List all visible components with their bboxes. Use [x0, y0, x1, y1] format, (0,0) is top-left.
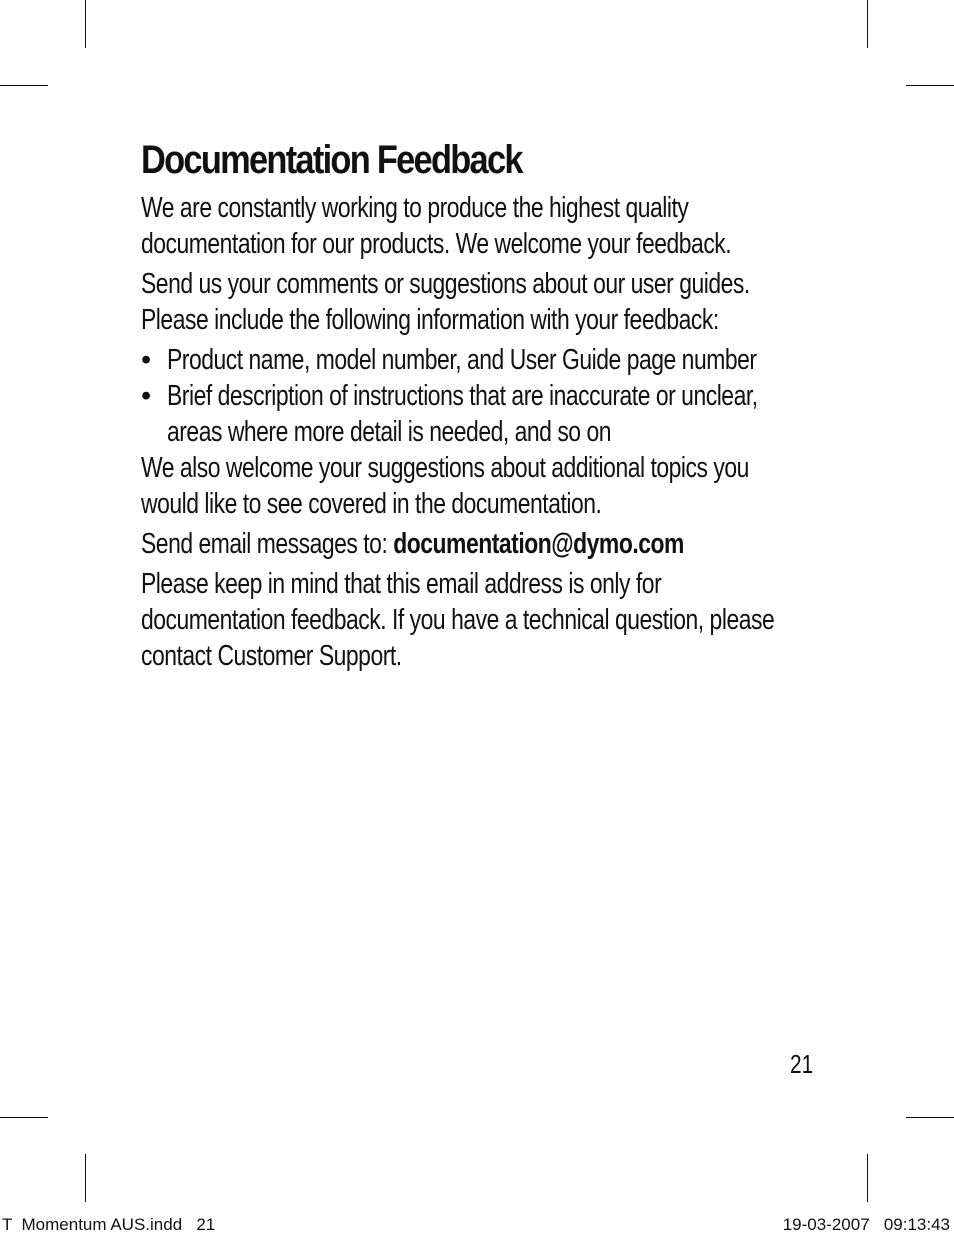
crop-mark: [906, 85, 954, 86]
email-user: documentation: [393, 528, 552, 560]
bullet-icon: •: [141, 380, 152, 412]
crop-mark: [85, 0, 86, 48]
slug-timestamp: 19-03-2007 09:13:43: [782, 1215, 950, 1234]
request-line: Please include the following information with your feedback:: [141, 304, 719, 336]
closing-line: Please keep in mind that this email address is only for: [141, 568, 662, 600]
email-line: [141, 526, 813, 562]
intro-line: We are constantly working to produce the highest quality: [141, 192, 689, 224]
page-title: Documentation Feedback: [141, 138, 522, 182]
bullet-icon: •: [141, 344, 152, 376]
slug-file-info: T Momentum AUS.indd 21: [2, 1215, 216, 1234]
list-item: [141, 378, 841, 450]
email-domain: dymo.com: [573, 528, 684, 560]
request-line: Send us your comments or suggestions about our user guides.: [141, 268, 750, 300]
topics-line: We also welcome your suggestions about additional topics you: [141, 452, 749, 484]
closing-line: contact Customer Support.: [141, 640, 402, 672]
crop-mark: [906, 1117, 954, 1118]
list-item: [141, 342, 841, 378]
crop-mark: [85, 1154, 86, 1202]
list-item-text: Brief description of instructions that are inaccurate or unclear,: [167, 380, 758, 412]
email-prefix: Send email messages to:: [141, 528, 394, 560]
crop-mark: [867, 1154, 868, 1202]
page-content: [141, 136, 841, 674]
crop-mark: [867, 0, 868, 48]
crop-mark: [0, 85, 48, 86]
intro-line: documentation for our products. We welcome your feedback.: [141, 228, 732, 260]
email-at: @: [551, 528, 574, 560]
crop-mark: [0, 1117, 48, 1118]
page-number: 21: [790, 1049, 814, 1079]
closing-line: documentation feedback. If you have a technical question, please: [141, 604, 775, 636]
topics-line: would like to see covered in the documentation.: [141, 488, 602, 520]
list-item-text: areas where more detail is needed, and so on: [167, 416, 612, 448]
email-link[interactable]: [393, 528, 684, 560]
list-item-text: Product name, model number, and User Guide page number: [167, 344, 757, 376]
feedback-info-list: [141, 342, 841, 450]
